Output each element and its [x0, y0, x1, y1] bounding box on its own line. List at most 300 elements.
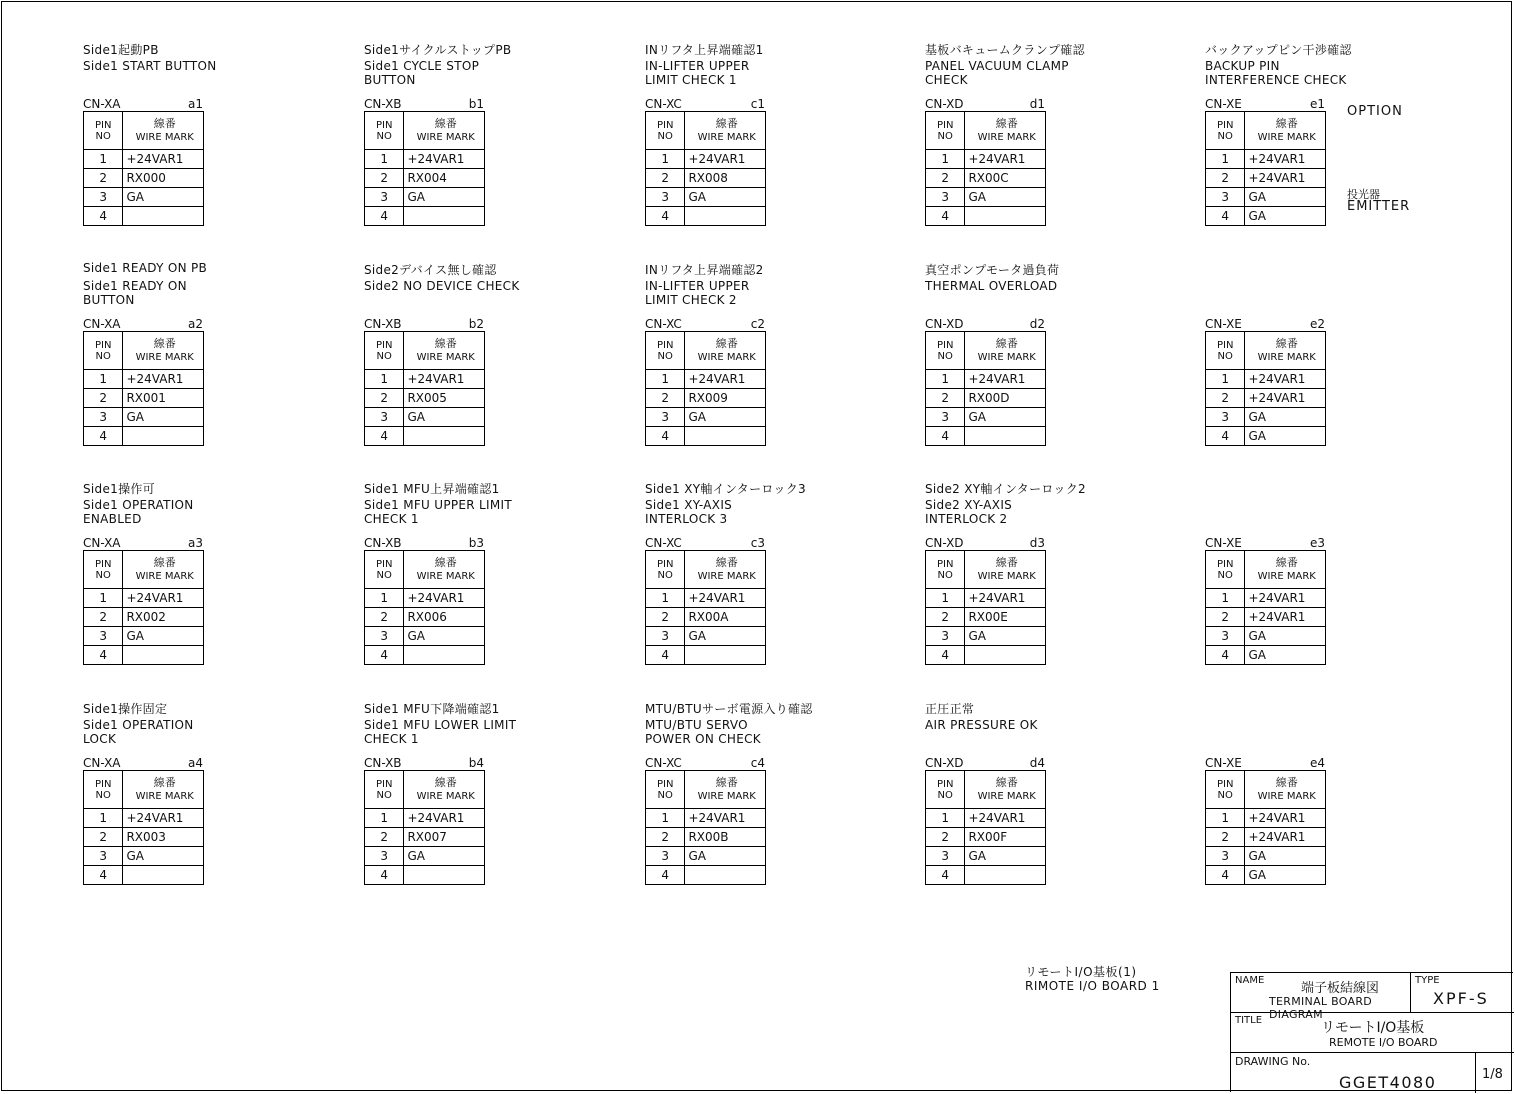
connector-row [1205, 756, 1325, 771]
block-title-jp: Side1操作固定 [83, 702, 168, 716]
pin-number: 1 [84, 150, 123, 169]
wire-mark-header [685, 551, 766, 589]
terminal-label: b2 [468, 317, 484, 331]
no-header: NO [95, 789, 111, 801]
pin-number: 1 [84, 809, 123, 828]
table-header [365, 332, 485, 370]
table-row [1206, 370, 1326, 389]
terminal-label: a3 [188, 536, 203, 550]
wire-jp-header: 線番 [715, 116, 738, 130]
pin-number: 4 [84, 646, 123, 665]
pin-number: 2 [646, 169, 685, 188]
no-header: NO [657, 350, 673, 362]
pin-number: 2 [84, 389, 123, 408]
wire-mark [404, 427, 485, 446]
pin-number: 2 [646, 389, 685, 408]
pin-table [364, 550, 485, 665]
wire-mark: +24VAR1 [685, 589, 766, 608]
pin-table [645, 550, 766, 665]
pin-number: 3 [646, 847, 685, 866]
board-label [1025, 965, 1160, 993]
pin-number: 4 [365, 866, 404, 885]
pin-table [1205, 550, 1326, 665]
terminal-label: c2 [750, 317, 765, 331]
emitter-note: EMITTER [1347, 199, 1411, 214]
wire-mark-header [685, 332, 766, 370]
terminal-label: a2 [188, 317, 203, 331]
wire-mark-header [1245, 332, 1326, 370]
wire-en-header: WIRE MARK [416, 131, 475, 143]
pin-table [925, 111, 1046, 226]
wire-en-header: WIRE MARK [977, 570, 1036, 582]
wire-mark [123, 207, 204, 226]
table-row [84, 389, 204, 408]
pin-no-header [365, 332, 404, 370]
pin-table [83, 111, 204, 226]
wire-en-header: WIRE MARK [697, 790, 756, 802]
wire-en-header: WIRE MARK [697, 570, 756, 582]
pin-number: 1 [1206, 809, 1245, 828]
wire-mark [404, 207, 485, 226]
pin-number: 1 [1206, 370, 1245, 389]
table-header [1206, 112, 1326, 150]
pin-header: PIN [937, 558, 954, 570]
wire-mark: GA [404, 408, 485, 427]
table-row [926, 370, 1046, 389]
connector-name: CN-XE [1205, 536, 1242, 550]
connector-row [925, 97, 1045, 112]
connector-row [1205, 97, 1325, 112]
pin-number: 3 [926, 188, 965, 207]
pin-number: 4 [1206, 646, 1245, 665]
block-title-jp: Side1 MFU下降端確認1 [364, 702, 500, 716]
wire-mark: GA [965, 627, 1046, 646]
table-row [926, 608, 1046, 627]
table-header [84, 551, 204, 589]
table-row [84, 809, 204, 828]
table-row [646, 207, 766, 226]
wire-jp-header: 線番 [153, 336, 176, 350]
wire-mark: RX001 [123, 389, 204, 408]
connector-name: CN-XD [925, 536, 964, 550]
pin-number: 2 [365, 389, 404, 408]
pin-number: 4 [84, 866, 123, 885]
wire-mark: +24VAR1 [1245, 828, 1326, 847]
wire-mark [685, 866, 766, 885]
wire-mark: +24VAR1 [1245, 370, 1326, 389]
table-row [1206, 847, 1326, 866]
wire-en-header: WIRE MARK [135, 570, 194, 582]
drawing-label: DRAWING No. [1235, 1055, 1311, 1068]
table-header [646, 112, 766, 150]
table-row [646, 150, 766, 169]
wire-mark: GA [1245, 408, 1326, 427]
pin-table [364, 770, 485, 885]
wire-mark-header [1245, 112, 1326, 150]
table-row [365, 646, 485, 665]
table-row [365, 408, 485, 427]
wire-en-header: WIRE MARK [416, 351, 475, 363]
pin-number: 3 [926, 847, 965, 866]
table-row [365, 427, 485, 446]
pin-table [83, 550, 204, 665]
wire-jp-header: 線番 [434, 555, 457, 569]
wire-jp-header: 線番 [153, 555, 176, 569]
no-header: NO [657, 569, 673, 581]
table-row [84, 627, 204, 646]
pin-number: 2 [926, 389, 965, 408]
terminal-label: e3 [1309, 536, 1325, 550]
block-title-en: Side1 OPERATION ENABLED [83, 498, 194, 526]
drawing-no: GGET4080 [1339, 1073, 1437, 1092]
pin-table [364, 111, 485, 226]
terminal-label: d2 [1029, 317, 1045, 331]
connector-row [83, 317, 203, 332]
pin-number: 2 [1206, 169, 1245, 188]
wire-mark-header [404, 112, 485, 150]
connector-row [364, 97, 484, 112]
table-row [926, 589, 1046, 608]
wire-mark: RX009 [685, 389, 766, 408]
terminal-label: b3 [468, 536, 484, 550]
table-row [84, 188, 204, 207]
block-title-en: BACKUP PIN INTERFERENCE CHECK [1205, 59, 1347, 87]
block-title-en: Side2 NO DEVICE CHECK [364, 279, 520, 293]
pin-no-header [84, 551, 123, 589]
wire-en-header: WIRE MARK [1257, 570, 1316, 582]
terminal-label: d1 [1029, 97, 1045, 111]
pin-header: PIN [937, 778, 954, 790]
connector-row [645, 97, 765, 112]
table-row [646, 866, 766, 885]
wire-jp-header: 線番 [995, 116, 1018, 130]
connector-name: CN-XE [1205, 756, 1242, 770]
table-row [926, 828, 1046, 847]
wire-mark: +24VAR1 [685, 809, 766, 828]
wire-mark: GA [123, 847, 204, 866]
block-title-jp: Side1 XY軸インターロック3 [645, 482, 806, 496]
pin-number: 4 [1206, 866, 1245, 885]
wire-mark: RX002 [123, 608, 204, 627]
wire-mark: +24VAR1 [965, 370, 1046, 389]
table-row [646, 627, 766, 646]
wire-mark: +24VAR1 [123, 809, 204, 828]
wire-mark [685, 207, 766, 226]
pin-table [1205, 770, 1326, 885]
wire-jp-header: 線番 [434, 336, 457, 350]
terminal-label: b4 [468, 756, 484, 770]
pin-number: 4 [646, 427, 685, 446]
wire-mark: GA [123, 627, 204, 646]
wire-mark: GA [1245, 646, 1326, 665]
table-row [1206, 608, 1326, 627]
wire-mark: +24VAR1 [123, 150, 204, 169]
name-jp: 端子板結線図 [1301, 981, 1380, 996]
wire-mark: GA [123, 408, 204, 427]
title-en: REMOTE I/O BOARD [1329, 1036, 1438, 1049]
table-row [646, 809, 766, 828]
wire-jp-header: 線番 [995, 336, 1018, 350]
table-header [84, 112, 204, 150]
table-row [926, 427, 1046, 446]
table-row [1206, 150, 1326, 169]
wire-mark: GA [1245, 427, 1326, 446]
table-row [1206, 809, 1326, 828]
block-title-en: Side1 MFU UPPER LIMIT CHECK 1 [364, 498, 512, 526]
table-row [84, 370, 204, 389]
wire-mark: RX008 [685, 169, 766, 188]
pin-number: 2 [365, 608, 404, 627]
terminal-label: b1 [468, 97, 484, 111]
block-title-en: AIR PRESSURE OK [925, 718, 1038, 732]
pin-number: 4 [926, 646, 965, 665]
pin-number: 4 [365, 646, 404, 665]
wire-mark: GA [685, 188, 766, 207]
pin-header: PIN [376, 339, 393, 351]
wire-en-header: WIRE MARK [1257, 790, 1316, 802]
table-row [84, 608, 204, 627]
pin-number: 1 [365, 809, 404, 828]
pin-table [83, 331, 204, 446]
wire-mark-header [685, 771, 766, 809]
pin-header: PIN [657, 119, 674, 131]
pin-header: PIN [1217, 119, 1234, 131]
pin-number: 2 [84, 608, 123, 627]
table-row [1206, 646, 1326, 665]
type-label: TYPE [1415, 975, 1440, 986]
pin-no-header [926, 332, 965, 370]
wire-mark [404, 866, 485, 885]
table-row [1206, 427, 1326, 446]
table-row [926, 646, 1046, 665]
pin-table [1205, 111, 1326, 226]
table-row [84, 207, 204, 226]
pin-no-header [84, 771, 123, 809]
terminal-label: d4 [1029, 756, 1045, 770]
wire-mark: RX003 [123, 828, 204, 847]
terminal-label: e2 [1309, 317, 1325, 331]
connector-name: CN-XE [1205, 97, 1242, 111]
pin-number: 3 [84, 627, 123, 646]
pin-number: 3 [926, 408, 965, 427]
table-row [365, 809, 485, 828]
pin-number: 4 [926, 427, 965, 446]
wire-mark: RX005 [404, 389, 485, 408]
option-note: OPTION [1347, 104, 1403, 119]
wire-mark: GA [965, 188, 1046, 207]
pin-header: PIN [937, 339, 954, 351]
wire-mark-header [965, 771, 1046, 809]
wire-mark: GA [1245, 866, 1326, 885]
pin-number: 3 [365, 847, 404, 866]
table-row [926, 809, 1046, 828]
pin-number: 2 [84, 169, 123, 188]
wire-en-header: WIRE MARK [416, 790, 475, 802]
pin-header: PIN [657, 558, 674, 570]
wire-mark-header [404, 332, 485, 370]
table-row [1206, 627, 1326, 646]
pin-number: 1 [365, 589, 404, 608]
table-row [646, 389, 766, 408]
wire-mark: +24VAR1 [404, 809, 485, 828]
pin-number: 2 [1206, 389, 1245, 408]
connector-name: CN-XD [925, 756, 964, 770]
pin-header: PIN [657, 339, 674, 351]
table-row [365, 627, 485, 646]
block-title-en: Side1 XY-AXIS INTERLOCK 3 [645, 498, 733, 526]
pin-no-header [926, 551, 965, 589]
wire-jp-header: 線番 [715, 555, 738, 569]
wire-mark: GA [1245, 627, 1326, 646]
table-row [646, 188, 766, 207]
wire-en-header: WIRE MARK [135, 131, 194, 143]
no-header: NO [1217, 789, 1233, 801]
pin-header: PIN [95, 778, 112, 790]
table-row [1206, 389, 1326, 408]
wire-en-header: WIRE MARK [977, 351, 1036, 363]
no-header: NO [657, 130, 673, 142]
table-row [365, 188, 485, 207]
table-row [646, 169, 766, 188]
table-header [646, 332, 766, 370]
connector-name: CN-XA [83, 317, 121, 331]
wire-mark: GA [404, 847, 485, 866]
pin-table [645, 770, 766, 885]
block-title-en: Side1 CYCLE STOP BUTTON [364, 59, 480, 87]
connector-row [83, 97, 203, 112]
wire-mark: +24VAR1 [685, 150, 766, 169]
wire-mark-header [965, 112, 1046, 150]
wire-mark: +24VAR1 [1245, 389, 1326, 408]
table-row [365, 847, 485, 866]
block-title-en: IN-LIFTER UPPER LIMIT CHECK 2 [645, 279, 750, 307]
table-header [365, 112, 485, 150]
pin-number: 2 [365, 828, 404, 847]
no-header: NO [1217, 130, 1233, 142]
table-row [365, 169, 485, 188]
block-title-en: PANEL VACUUM CLAMP CHECK [925, 59, 1069, 87]
pin-number: 3 [365, 627, 404, 646]
wire-en-header: WIRE MARK [416, 570, 475, 582]
no-header: NO [937, 569, 953, 581]
connector-name: CN-XB [364, 317, 402, 331]
title-jp: リモートI/O基板 [1321, 1020, 1425, 1036]
connector-name: CN-XB [364, 756, 402, 770]
pin-number: 3 [84, 188, 123, 207]
pin-header: PIN [937, 119, 954, 131]
pin-number: 3 [1206, 408, 1245, 427]
wire-jp-header: 線番 [1275, 775, 1298, 789]
connector-row [925, 536, 1045, 551]
pin-no-header [365, 551, 404, 589]
wire-mark-header [404, 771, 485, 809]
table-row [646, 589, 766, 608]
table-row [646, 427, 766, 446]
wire-mark: RX007 [404, 828, 485, 847]
table-row [365, 389, 485, 408]
block-title-jp: INリフタ上昇端確認1 [645, 43, 764, 57]
table-header [646, 551, 766, 589]
no-header: NO [1217, 350, 1233, 362]
pin-table [364, 331, 485, 446]
block-title-en: THERMAL OVERLOAD [925, 279, 1058, 293]
pin-number: 2 [926, 608, 965, 627]
table-header [84, 332, 204, 370]
wire-mark-header [123, 771, 204, 809]
pin-header: PIN [657, 778, 674, 790]
wire-mark-header [404, 551, 485, 589]
connector-row [83, 756, 203, 771]
pin-no-header [365, 112, 404, 150]
pin-table [83, 770, 204, 885]
wire-mark: RX00A [685, 608, 766, 627]
wire-en-header: WIRE MARK [977, 131, 1036, 143]
connector-name: CN-XC [645, 536, 682, 550]
wire-jp-header: 線番 [434, 775, 457, 789]
pin-number: 3 [646, 627, 685, 646]
wire-en-header: WIRE MARK [697, 131, 756, 143]
pin-table [645, 111, 766, 226]
no-header: NO [657, 789, 673, 801]
pin-number: 4 [1206, 207, 1245, 226]
pin-number: 4 [84, 427, 123, 446]
wire-mark: +24VAR1 [965, 150, 1046, 169]
block-title-jp: Side1 MFU上昇端確認1 [364, 482, 500, 496]
pin-number: 1 [84, 370, 123, 389]
table-row [926, 207, 1046, 226]
wire-mark: +24VAR1 [1245, 809, 1326, 828]
no-header: NO [376, 569, 392, 581]
connector-name: CN-XE [1205, 317, 1242, 331]
connector-row [364, 317, 484, 332]
no-header: NO [937, 350, 953, 362]
table-row [926, 169, 1046, 188]
table-row [84, 427, 204, 446]
connector-name: CN-XA [83, 536, 121, 550]
block-title-jp: 真空ポンプモータ過負荷 [925, 263, 1060, 277]
pin-number: 4 [926, 207, 965, 226]
block-title-jp: バックアップピン干渉確認 [1205, 43, 1352, 57]
connector-row [1205, 536, 1325, 551]
table-row [1206, 169, 1326, 188]
connector-name: CN-XC [645, 97, 682, 111]
wire-mark: GA [123, 188, 204, 207]
table-row [84, 847, 204, 866]
pin-number: 4 [84, 207, 123, 226]
block-title-jp: Side2 XY軸インターロック2 [925, 482, 1086, 496]
pin-number: 2 [1206, 828, 1245, 847]
wire-mark: RX00D [965, 389, 1046, 408]
pin-header: PIN [1217, 558, 1234, 570]
sheet-number: 1/8 [1482, 1067, 1503, 1082]
table-header [1206, 771, 1326, 809]
wire-mark: +24VAR1 [404, 150, 485, 169]
pin-number: 1 [365, 370, 404, 389]
wire-mark: RX00F [965, 828, 1046, 847]
connector-row [925, 756, 1045, 771]
wire-jp-header: 線番 [715, 336, 738, 350]
no-header: NO [95, 350, 111, 362]
pin-number: 2 [84, 828, 123, 847]
pin-number: 1 [365, 150, 404, 169]
connector-name: CN-XA [83, 756, 121, 770]
block-title-jp: MTU/BTUサーボ電源入り確認 [645, 702, 813, 716]
wire-mark [685, 427, 766, 446]
pin-number: 2 [926, 169, 965, 188]
wire-en-header: WIRE MARK [1257, 131, 1316, 143]
wire-mark [965, 646, 1046, 665]
wire-en-header: WIRE MARK [697, 351, 756, 363]
